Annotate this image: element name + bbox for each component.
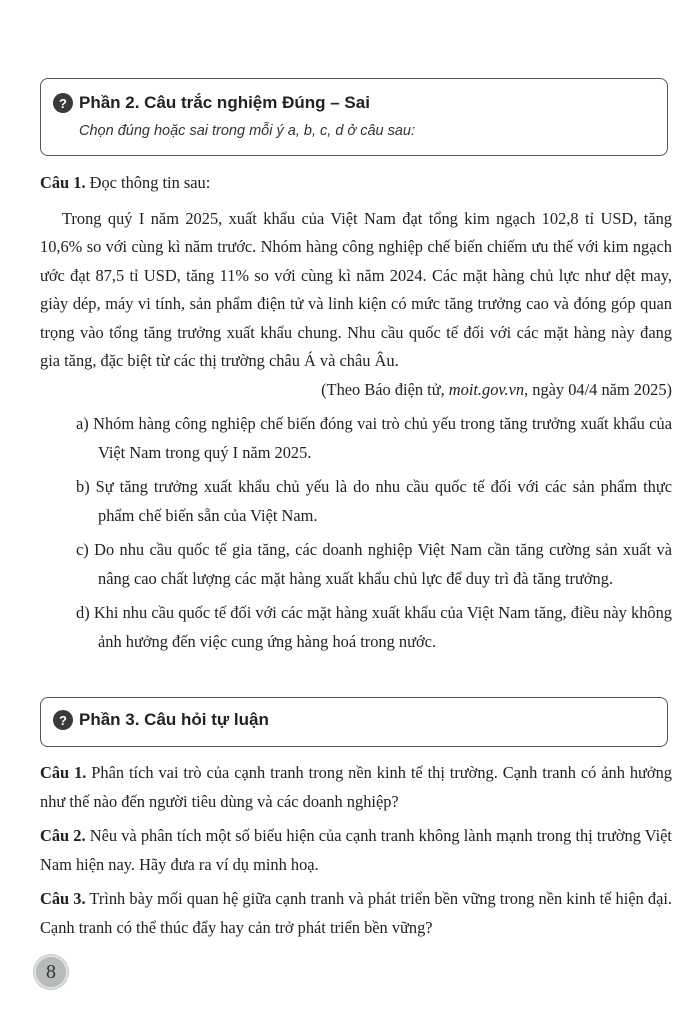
essay-question-2: Câu 2. Nêu và phân tích một số biểu hiện của cạnh tranh không lành mạnh trong thị trường Việt Nam hiện nay. Hãy đưa ra ví dụ minh hoạ.: [40, 826, 672, 874]
source: (Theo Báo điện tử, moit.gov.vn, ngày 04/4 năm 2025): [321, 379, 672, 399]
item-a: a) Nhóm hàng công nghiệp chế biến đóng vai trò chủ yếu trong tăng trưởng xuất khẩu của Việt Nam trong quý I năm 2025.: [76, 414, 672, 462]
item-d: d) Khi nhu cầu quốc tế đối với các mặt hàng xuất khẩu của Việt Nam tăng, điều này không ảnh hưởng đến việc cung ứng hàng hoá trong nước.: [76, 603, 672, 651]
passage: Trong quý I năm 2025, xuất khẩu của Việt Nam đạt tổng kim ngạch 102,8 tỉ USD, tăng 10,6% so với cùng kì năm trước. Nhóm hàng công nghiệp chế biến chiếm ưu thế với kim ngạch ước đạt 87,5 tỉ USD, tăng 11% so với cùng kì năm 2024. Các mặt hàng chủ lực như dệt may, giày dép, máy vi tính, sản phẩm điện tử và linh kiện có mức tăng trưởng cao và đóng góp quan trọng vào tổng tăng trưởng xuất khẩu chung. Nhu cầu quốc tế đối với các mặt hàng này đang gia tăng, đặc biệt từ các thị trường châu Á và châu Âu.: [40, 208, 672, 370]
part3-title: ? Phần 3. Câu hỏi tự luận: [53, 710, 667, 730]
part2-title: ? Phần 2. Câu trắc nghiệm Đúng – Sai: [53, 93, 667, 113]
page-number: 8: [34, 955, 68, 989]
part2-content: [40, 169, 672, 656]
essay-question-1: Câu 1. Phân tích vai trò của cạnh tranh trong nền kinh tế thị trường. Cạnh tranh có ảnh hưởng như thế nào đến người tiêu dùng và các doanh nghiệp?: [40, 763, 672, 811]
question-icon: ?: [53, 93, 73, 113]
part2-instruction: Chọn đúng hoặc sai trong mỗi ý a, b, c, d ở câu sau:: [79, 123, 416, 139]
question-1: Câu 1. Đọc thông tin sau:: [40, 173, 211, 192]
essay-question-3: Câu 3. Trình bày mối quan hệ giữa cạnh tranh và phát triển bền vững trong nền kinh tế hiện đại. Cạnh tranh có thể thúc đẩy hay cản trở phát triển bền vững?: [40, 889, 672, 937]
item-c: c) Do nhu cầu quốc tế gia tăng, các doanh nghiệp Việt Nam cần tăng cường sản xuất và nâng cao chất lượng các mặt hàng xuất khẩu chủ lực để duy trì đà tăng trưởng.: [76, 540, 672, 588]
item-b: b) Sự tăng trưởng xuất khẩu chủ yếu là do nhu cầu quốc tế đối với các sản phẩm thực phẩm chế biến sẵn của Việt Nam.: [76, 477, 672, 525]
question-icon: ?: [53, 710, 73, 730]
part3-header-box: [40, 697, 668, 747]
part2-header-box: [40, 78, 668, 156]
part3-content: [40, 759, 672, 942]
